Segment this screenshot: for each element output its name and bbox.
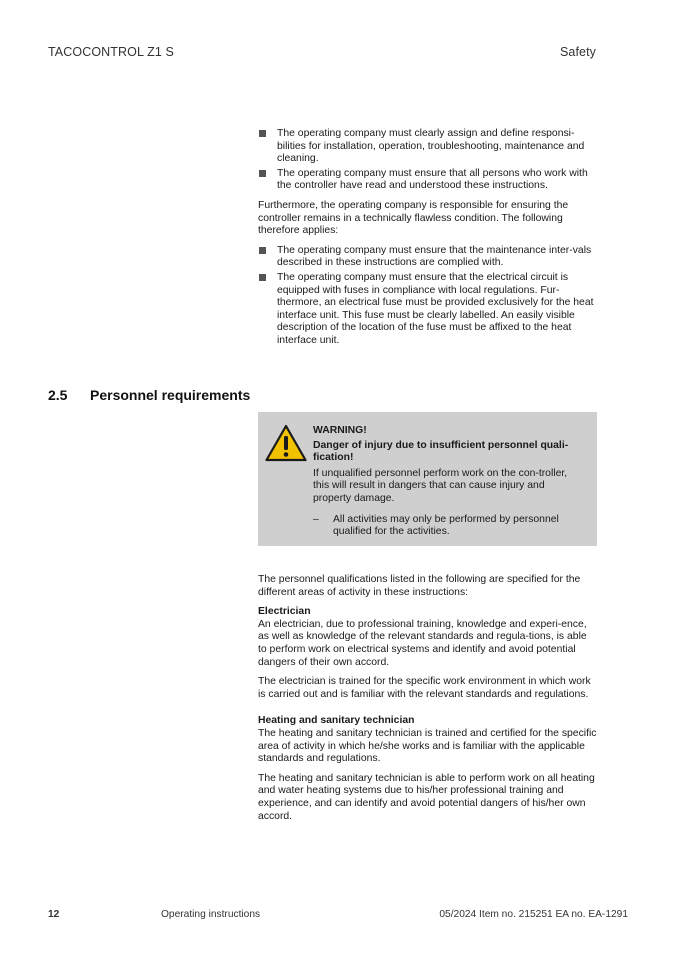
bullet-text: The operating company must clearly assign and define responsi-bilities for installation, operation, troubleshooting, maintenance and cleaning. xyxy=(277,128,585,165)
electrician-title: Electrician xyxy=(258,606,311,618)
section-heading: Personnel requirements xyxy=(90,387,251,403)
warning-box xyxy=(258,412,597,546)
electrician-paragraph-1: An electrician, due to professional training, knowledge and experi-ence, as well as knowledge of the relevant standards and regula-tions, is able to perform work on electrical systems and identify and avoid potential dangers of their own accord. xyxy=(258,618,587,668)
heating-section xyxy=(258,715,598,823)
header-product: TACOCONTROL Z1 S xyxy=(48,45,174,59)
applies-bullet-list xyxy=(258,245,598,348)
list-item xyxy=(258,272,598,348)
heating-title: Heating and sanitary technician xyxy=(258,715,415,727)
intro-block xyxy=(258,128,598,350)
square-bullet-icon xyxy=(259,170,266,177)
square-bullet-icon xyxy=(259,130,266,137)
footer-item-info: 05/2024 Item no. 215251 EA no. EA-1291 xyxy=(439,909,628,920)
header-chapter: Safety xyxy=(559,45,596,59)
list-item xyxy=(258,128,598,166)
warning-title: WARNING! xyxy=(313,425,367,436)
bullet-text: The operating company must ensure that all persons who work with the controller have read and understood these instructions. xyxy=(277,167,588,192)
warning-triangle-icon xyxy=(265,424,307,462)
warning-text xyxy=(313,425,583,539)
electrician-paragraph-2: The electrician is trained for the specific work environment in which work is carried out and is familiar with the relevant standards and regulations. xyxy=(258,676,591,700)
warning-instruction xyxy=(313,514,583,539)
square-bullet-icon xyxy=(259,247,266,254)
list-item xyxy=(258,245,598,270)
section-title xyxy=(48,387,250,403)
footer-page-number: 12 xyxy=(48,909,60,920)
intro-bullet-list xyxy=(258,128,598,193)
footer-doc-type: Operating instructions xyxy=(161,909,261,920)
furthermore-paragraph: Furthermore, the operating company is responsible for ensuring the controller remains in a technically flawless condition. The following therefore applies: xyxy=(258,199,569,237)
square-bullet-icon xyxy=(259,274,266,281)
qualifications-block xyxy=(258,574,598,823)
heating-paragraph-1: The heating and sanitary technician is trained and certified for the specific area of activity in which he/she works and is familiar with the applicable standards and regulations. xyxy=(258,727,597,765)
list-item xyxy=(258,168,598,193)
bullet-text: The operating company must ensure that the electrical circuit is equipped with fuses in compliance with local regulations. Fur-thermore, an electrical fuse must be provided exclusively for the heat interface unit. This fuse must be clearly labelled. An easily visible description of the location of the fuse must be affixed to the heat interface unit. xyxy=(277,271,594,346)
qualifications-intro: The personnel qualifications listed in the following are specified for the different areas of activity in these instructions: xyxy=(258,574,581,598)
warning-instruction-text: All activities may only be performed by personnel qualified for the activities. xyxy=(333,513,559,538)
warning-subtitle: Danger of injury due to insufficient personnel quali-fication! xyxy=(313,439,569,464)
electrician-section xyxy=(258,606,598,701)
heating-paragraph-2: The heating and sanitary technician is able to perform work on all heating and water heating systems due to his/her professional training and experience, and can identify and avoid potential dangers of his/her own accord. xyxy=(258,772,595,822)
bullet-text: The operating company must ensure that the maintenance inter-vals described in these instructions are complied with. xyxy=(277,244,592,269)
section-number: 2.5 xyxy=(48,387,68,403)
warning-description: If unqualified personnel perform work on the con-troller, this will result in dangers that can cause injury and property damage. xyxy=(313,467,568,504)
dash-bullet: – xyxy=(313,513,319,525)
